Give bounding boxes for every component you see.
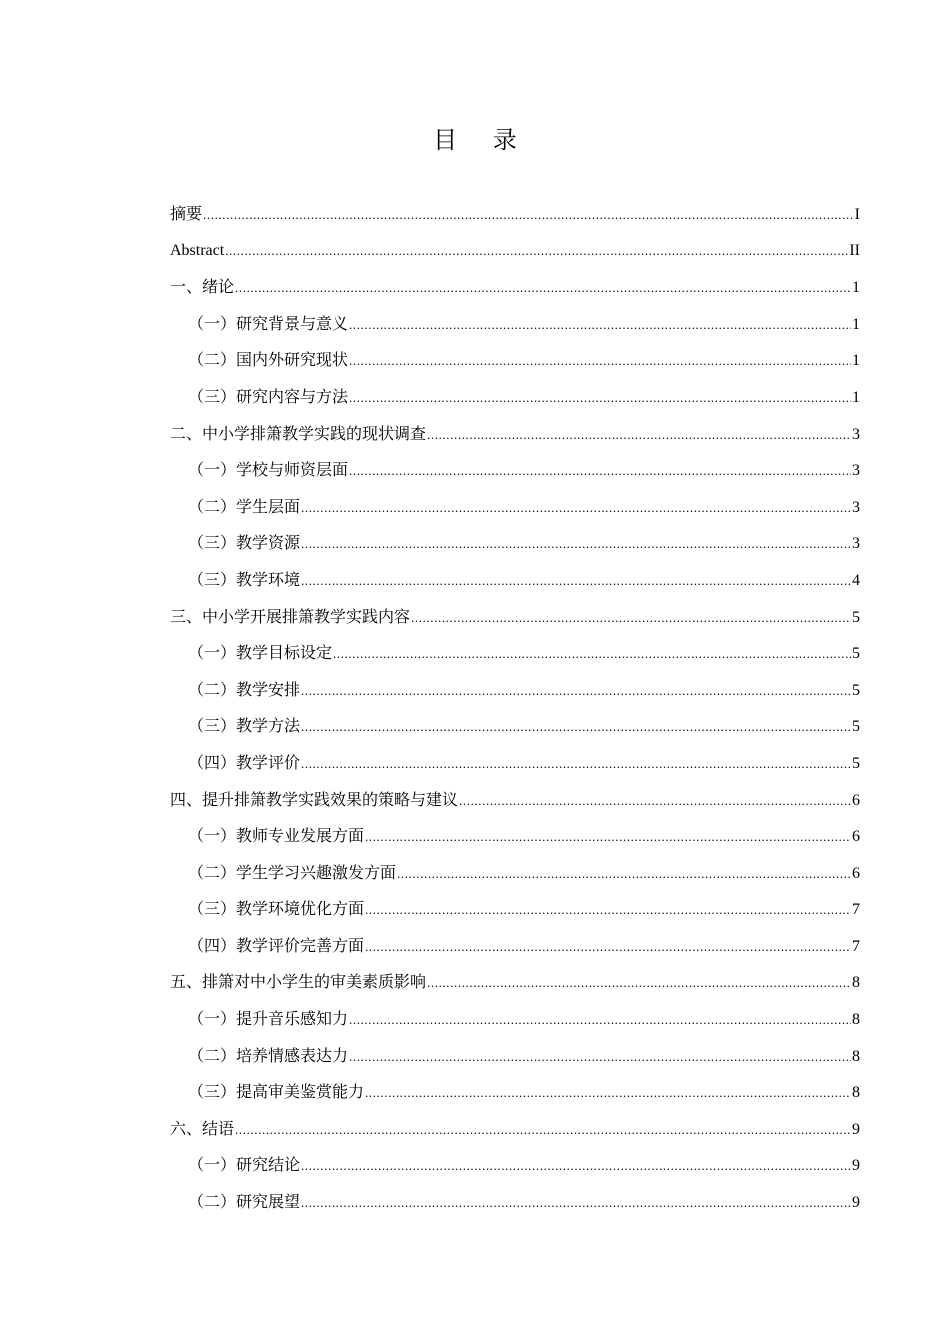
toc-entry-label: 二、中小学排箫教学实践的现状调查 <box>170 423 427 443</box>
toc-entry-label: （一）教学目标设定 <box>188 643 333 663</box>
toc-entry[interactable] <box>170 818 860 855</box>
toc-page-number: 1 <box>852 279 860 297</box>
toc-dot-leader <box>235 270 851 307</box>
toc-entry[interactable] <box>170 1074 860 1111</box>
toc-page-number: 5 <box>852 645 860 663</box>
toc-entry-label: （三）教学资源 <box>188 533 301 553</box>
toc-entry[interactable] <box>170 1111 860 1148</box>
toc-entry[interactable] <box>170 599 860 636</box>
toc-page-number: 3 <box>852 498 860 516</box>
toc-entry[interactable] <box>170 964 860 1001</box>
toc-dot-leader <box>225 233 848 270</box>
toc-dot-leader <box>203 197 854 234</box>
page-title: 目 录 <box>433 126 531 154</box>
toc-dot-leader <box>349 453 851 490</box>
toc-dot-leader <box>349 343 851 380</box>
toc-page-number: 3 <box>852 535 860 553</box>
toc-entry[interactable] <box>170 635 860 672</box>
toc-entry[interactable] <box>170 489 860 526</box>
toc-page-number: I <box>854 206 860 223</box>
toc-entry[interactable] <box>170 1038 860 1075</box>
toc-entry[interactable] <box>170 342 860 379</box>
toc-entry-label: （一）教师专业发展方面 <box>188 826 365 846</box>
toc-dot-leader <box>365 929 851 966</box>
toc-entry[interactable] <box>170 855 860 892</box>
toc-dot-leader <box>459 783 851 820</box>
toc-entry[interactable] <box>170 928 860 965</box>
toc-entry[interactable] <box>170 379 860 416</box>
toc-page-number: 9 <box>852 1120 860 1138</box>
toc-dot-leader <box>301 526 851 563</box>
toc-dot-leader <box>235 1112 851 1149</box>
toc-entry[interactable] <box>170 1001 860 1038</box>
toc-page-number: 3 <box>852 425 860 443</box>
toc-entry-label: （二）研究展望 <box>188 1192 301 1212</box>
toc-entry-label: 四、提升排箫教学实践效果的策略与建议 <box>170 789 459 809</box>
toc-page-number: 5 <box>852 608 860 626</box>
toc-page-number: 5 <box>852 681 860 699</box>
toc-dot-leader <box>301 563 851 600</box>
toc-dot-leader <box>411 600 851 637</box>
toc-entry-label: （三）教学环境优化方面 <box>188 899 365 919</box>
toc-entry[interactable] <box>170 782 860 819</box>
toc-entry-label: Abstract <box>170 241 225 259</box>
toc-entry[interactable] <box>170 562 860 599</box>
toc-entry-label: 摘要 <box>170 204 203 223</box>
toc-page-number: 1 <box>852 388 860 406</box>
toc-page-number: 9 <box>852 1194 860 1212</box>
toc-page-number: II <box>849 241 860 259</box>
toc-dot-leader <box>397 856 851 893</box>
toc-dot-leader <box>301 673 851 710</box>
toc-page-number: 8 <box>852 1011 860 1029</box>
toc-page-number: 3 <box>852 462 860 480</box>
toc-dot-leader <box>365 1075 851 1112</box>
toc-entry[interactable] <box>170 196 860 233</box>
table-of-contents <box>170 196 860 1221</box>
toc-entry[interactable] <box>170 891 860 928</box>
toc-entry-label: （二）教学安排 <box>188 679 301 699</box>
toc-dot-leader <box>301 1148 851 1185</box>
toc-dot-leader <box>365 892 851 929</box>
toc-page-number: 1 <box>852 315 860 333</box>
toc-entry[interactable] <box>170 1184 860 1221</box>
toc-entry[interactable] <box>170 306 860 343</box>
toc-entry-label: 三、中小学开展排箫教学实践内容 <box>170 606 411 626</box>
toc-page-number: 8 <box>852 1084 860 1102</box>
toc-page-number: 6 <box>852 791 860 809</box>
toc-entry-label: （二）培养情感表达力 <box>188 1045 349 1065</box>
toc-entry[interactable] <box>170 525 860 562</box>
toc-page-number: 8 <box>852 974 860 992</box>
toc-entry-label: （一）学校与师资层面 <box>188 460 349 480</box>
toc-dot-leader <box>365 819 851 856</box>
toc-dot-leader <box>333 636 851 673</box>
toc-page-number: 7 <box>852 937 860 955</box>
toc-entry[interactable] <box>170 672 860 709</box>
toc-page-number: 1 <box>852 352 860 370</box>
toc-entry-label: （三）研究内容与方法 <box>188 386 349 406</box>
toc-dot-leader <box>349 1039 851 1076</box>
toc-entry-label: （一）研究结论 <box>188 1155 301 1175</box>
toc-entry[interactable] <box>170 708 860 745</box>
toc-entry-label: （二）学生层面 <box>188 496 301 516</box>
toc-entry[interactable] <box>170 452 860 489</box>
toc-entry[interactable] <box>170 269 860 306</box>
toc-dot-leader <box>427 965 851 1002</box>
toc-entry[interactable] <box>170 745 860 782</box>
toc-entry-label: （四）教学评价完善方面 <box>188 935 365 955</box>
toc-dot-leader <box>301 746 851 783</box>
toc-entry[interactable] <box>170 416 860 453</box>
toc-dot-leader <box>349 1002 851 1039</box>
toc-page-number: 9 <box>852 1157 860 1175</box>
toc-dot-leader <box>349 380 851 417</box>
toc-page-number: 8 <box>852 1047 860 1065</box>
toc-entry-label: （一）提升音乐感知力 <box>188 1009 349 1029</box>
toc-entry-label: 一、绪论 <box>170 277 235 297</box>
toc-entry-label: （二）学生学习兴趣激发方面 <box>188 862 397 882</box>
toc-dot-leader <box>427 417 851 454</box>
toc-entry[interactable] <box>170 1147 860 1184</box>
toc-entry-label: （三）教学方法 <box>188 716 301 736</box>
toc-entry-label: （四）教学评价 <box>188 752 301 772</box>
toc-entry-label: （三）教学环境 <box>188 569 301 589</box>
toc-entry-label: （二）国内外研究现状 <box>188 350 349 370</box>
toc-entry-label: 五、排箫对中小学生的审美素质影响 <box>170 972 427 992</box>
toc-dot-leader <box>301 709 851 746</box>
toc-page-number: 5 <box>852 718 860 736</box>
toc-page-number: 5 <box>852 754 860 772</box>
toc-entry-label: 六、结语 <box>170 1118 235 1138</box>
toc-page-number: 4 <box>852 571 860 589</box>
toc-entry-label: （三）提高审美鉴赏能力 <box>188 1082 365 1102</box>
toc-page-number: 7 <box>852 901 860 919</box>
toc-dot-leader <box>301 490 851 527</box>
toc-page-number: 6 <box>852 828 860 846</box>
toc-entry[interactable] <box>170 233 860 270</box>
toc-dot-leader <box>301 1185 851 1222</box>
toc-dot-leader <box>349 307 851 344</box>
toc-entry-label: （一）研究背景与意义 <box>188 313 349 333</box>
toc-page-number: 6 <box>852 864 860 882</box>
